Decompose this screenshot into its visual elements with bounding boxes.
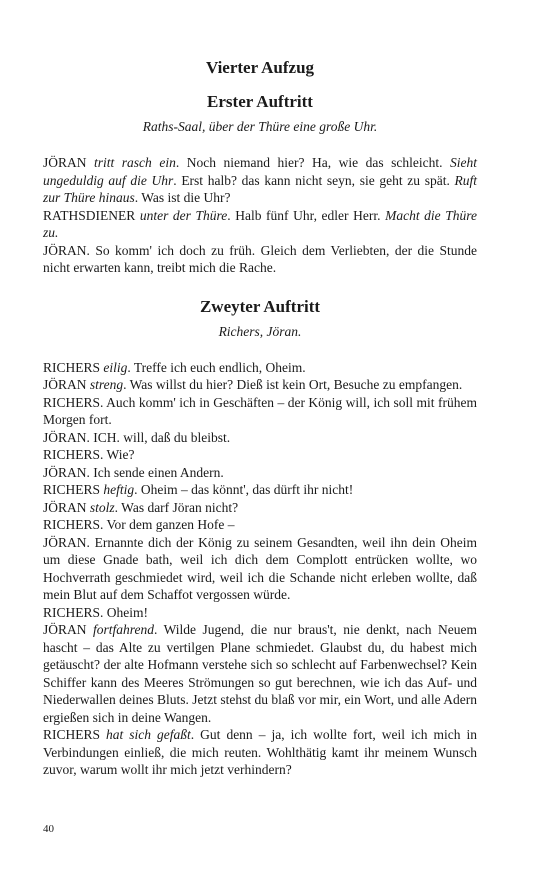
dialogue-line xyxy=(43,499,477,517)
dialogue-line xyxy=(43,534,477,604)
dialogue-text: RICHERS. Wie? xyxy=(43,447,135,462)
stage-direction: Macht die Thüre zu. xyxy=(43,207,477,240)
dialogue-line xyxy=(43,207,477,242)
dialogue-text: RICHERS xyxy=(43,482,104,497)
dialogue-line xyxy=(43,446,477,464)
page-body xyxy=(43,58,477,779)
dialogue-text: JÖRAN xyxy=(43,499,90,515)
dialogue-text: JÖRAN. So komm' ich doch zu früh. Gleich dem Verliebten, der die Stunde nicht erwarten kann, treibt mich die Rache. xyxy=(43,242,477,275)
scene2-dialogue xyxy=(43,359,477,779)
dialogue-text: . Halb fünf Uhr, edler Herr. xyxy=(227,207,386,223)
dialogue-line xyxy=(43,516,477,534)
dialogue-text: JÖRAN. Ich sende einen Andern. xyxy=(43,464,224,480)
stage-direction: unter der Thüre xyxy=(139,207,228,223)
scene2-title: Zweyter Auftritt xyxy=(199,296,321,316)
dialogue-line xyxy=(43,359,477,377)
stage-direction: stolz xyxy=(89,499,115,515)
stage-direction: eilig xyxy=(103,359,128,375)
scene2-setting: Richers, Jöran. xyxy=(218,323,302,339)
stage-direction: heftig xyxy=(103,482,135,497)
scene1-dialogue xyxy=(43,154,477,277)
dialogue-text: RICHERS. Auch komm' ich in Geschäften – der König will, ich soll mit frühem Morgen fort. xyxy=(43,394,477,427)
dialogue-text: . Oheim – das könnt', das dürft ihr nicht! xyxy=(134,482,354,497)
dialogue-text: RICHERS xyxy=(43,359,104,375)
dialogue-line xyxy=(43,242,477,277)
dialogue-line xyxy=(43,621,477,726)
dialogue-text: JÖRAN xyxy=(43,377,90,392)
scene1-setting: Raths-Saal, über der Thüre eine große Uhr. xyxy=(142,119,378,134)
stage-direction: hat sich gefaßt xyxy=(106,727,191,742)
dialogue-text: . Treffe ich euch endlich, Oheim. xyxy=(127,359,306,375)
dialogue-line xyxy=(43,726,477,779)
dialogue-text: . Was darf Jöran nicht? xyxy=(114,499,239,515)
dialogue-text: JÖRAN xyxy=(43,622,93,637)
dialogue-text: . Erst halb? das kann nicht seyn, sie geht zu spät. xyxy=(173,172,455,188)
dialogue-text: . Wilde Jugend, die nur braus't, nie denkt, nach Neuem hascht – das Alte zu vertilgen Plane schmiedet. Glaubst du, du habest mich getäuscht? der alte Hofmann verstehe sich so schlecht auf Farbenwechsel? Kein Schiffer kann des Meeres Strömungen so gut berechnen, wie ich das Auf- und Niederwallen deines Bluts. Jetzt stehst du blaß vor mir, ein Wort, und alle Adern ergießen sich in deine Wangen. xyxy=(43,622,478,725)
dialogue-text: . Noch niemand hier? Ha, wie das schleicht. xyxy=(175,155,451,170)
dialogue-text: JÖRAN. ICH. will, daß du bleibst. xyxy=(43,429,231,445)
scene1-title: Erster Auftritt xyxy=(207,92,313,111)
dialogue-text: . Was willst du hier? Dieß ist kein Ort, Besuche zu empfangen. xyxy=(123,377,463,392)
dialogue-text: RICHERS. Vor dem ganzen Hofe – xyxy=(43,517,235,532)
dialogue-line xyxy=(43,154,477,207)
dialogue-line xyxy=(43,376,477,394)
dialogue-text: JÖRAN. Ernannte dich der König zu seinem Gesandten, weil ihn dein Oheim um diese Gnade bath, weil ich dich dem Complott entrücken wollte, wo Hochverrath geschmiedet wird, weil ich die Schande nicht erleben wollte, daß mein Blut auf dem Schaffot vergossen würde. xyxy=(43,534,477,602)
dialogue-text: RICHERS. Oheim! xyxy=(43,604,149,620)
act-title: Vierter Aufzug xyxy=(205,58,315,77)
dialogue-text: . Gut denn – ja, ich wollte fort, weil ich mich in Verbindungen einließ, die mich reuten. Wohlthätig kamt ihr meinem Wunsch zuvor, warum wollt ihr mich jetzt verhindern? xyxy=(43,727,477,777)
stage-direction: streng xyxy=(89,377,124,392)
dialogue-line xyxy=(43,429,477,447)
page-number: 40 xyxy=(43,823,54,835)
dialogue-text: RATHSDIENER xyxy=(43,207,140,223)
dialogue-line xyxy=(43,481,477,499)
stage-direction: tritt rasch ein xyxy=(94,155,176,170)
dialogue-text: JÖRAN xyxy=(43,155,95,170)
dialogue-text: RICHERS xyxy=(43,727,107,742)
stage-direction: Sieht ungeduldig auf die Uhr xyxy=(43,155,478,188)
stage-direction: Ruft zur Thüre hinaus xyxy=(43,172,477,205)
dialogue-line xyxy=(43,464,477,482)
dialogue-line xyxy=(43,394,477,429)
dialogue-line xyxy=(43,604,477,622)
dialogue-text: . Was ist die Uhr? xyxy=(134,190,231,205)
stage-direction: fortfahrend xyxy=(92,622,154,637)
